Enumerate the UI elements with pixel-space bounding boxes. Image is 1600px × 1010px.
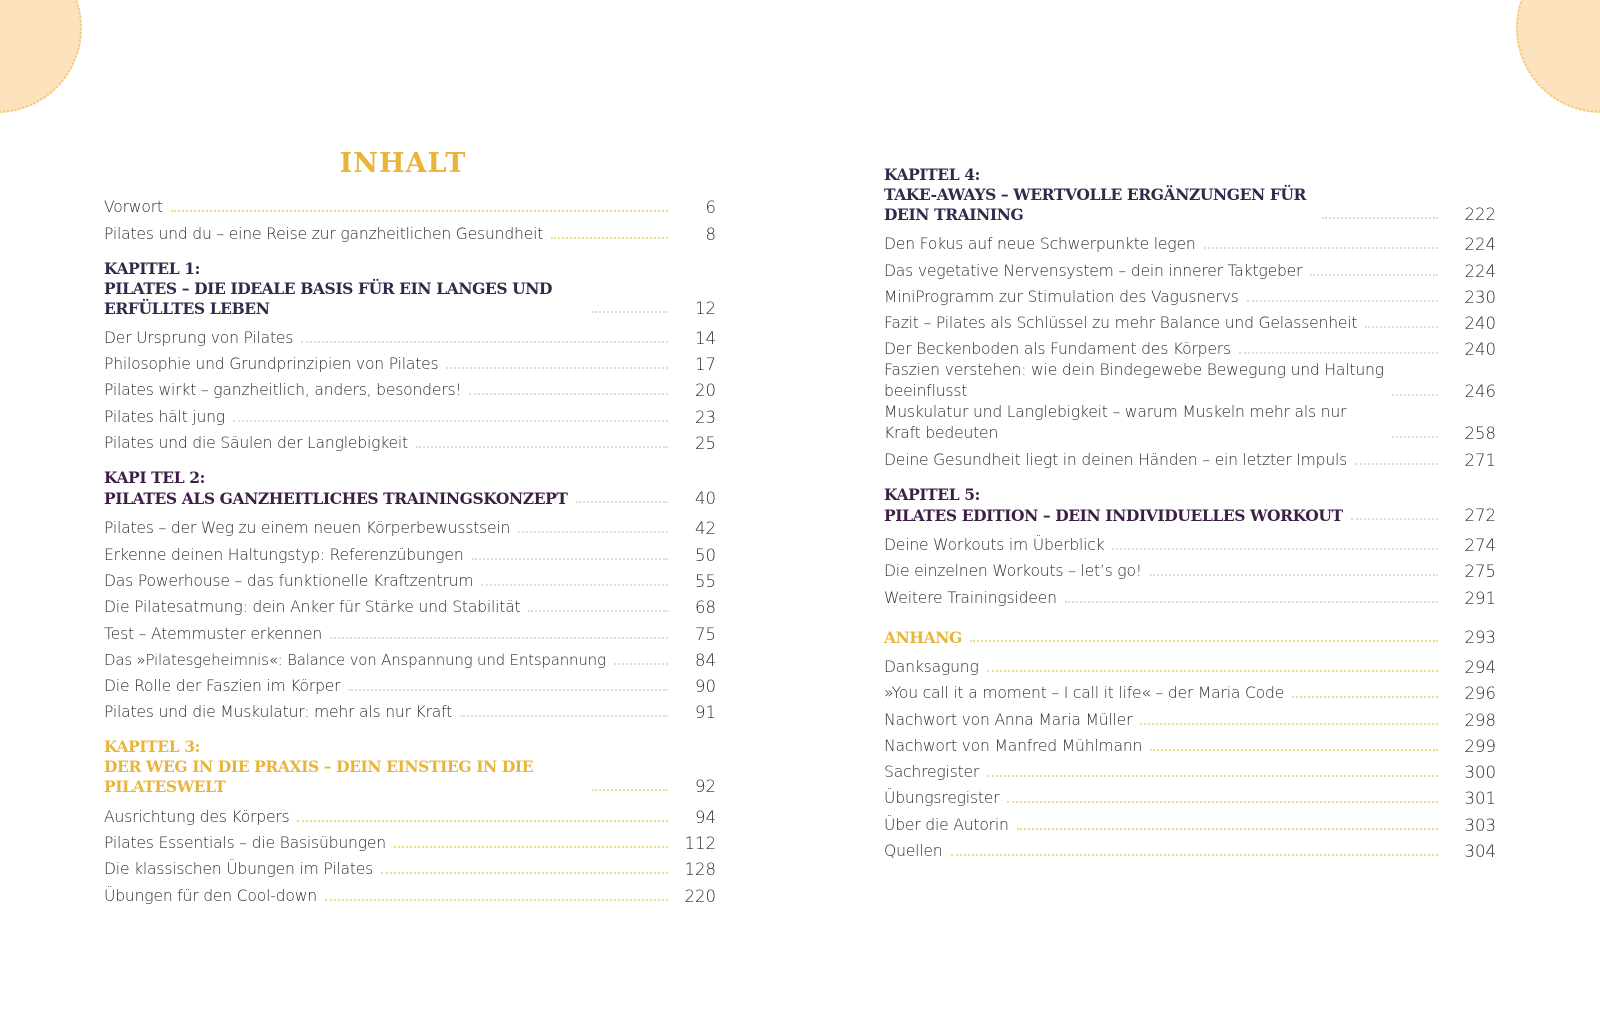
dot-leader — [528, 609, 668, 612]
entry-label: Der Ursprung von Pilates — [104, 328, 294, 347]
entry-label: Fazit – Pilates als Schlüssel zu mehr Balance und Gelassenheit — [884, 314, 1358, 333]
dot-leader — [1150, 573, 1438, 576]
page-number: 25 — [695, 434, 716, 454]
page-number: 274 — [1464, 536, 1496, 556]
dot-leader — [1322, 216, 1438, 219]
dot-leader — [551, 236, 668, 239]
appendix-heading-entry[interactable] — [884, 627, 1496, 648]
entry-label: Quellen — [884, 842, 943, 861]
page-number: 91 — [695, 703, 716, 723]
chapter-3 — [104, 737, 716, 797]
toc-entry[interactable] — [104, 401, 716, 427]
page-number: 246 — [1464, 382, 1496, 402]
page-number: 303 — [1464, 815, 1496, 835]
page-number: 291 — [1464, 588, 1496, 608]
appendix — [884, 627, 1496, 648]
entry-label: Den Fokus auf neue Schwerpunkte legen — [884, 235, 1196, 254]
entry-label: Pilates Essentials – die Basisübungen — [104, 834, 386, 853]
dot-leader — [1007, 800, 1438, 803]
entry-label: Faszien verstehen: wie dein Bindegewebe Bewegung und Haltung beeinflusst — [884, 361, 1384, 401]
toc-entry[interactable] — [884, 652, 1496, 678]
decorative-circle-right — [1516, 0, 1600, 113]
page-number: 23 — [695, 407, 716, 427]
toc-entry[interactable] — [104, 375, 716, 401]
chapter-1 — [104, 259, 716, 319]
entry-label: Pilates wirkt – ganzheitlich, anders, besonders! — [104, 381, 462, 400]
entry-label: Das »Pilatesgeheimnis«: Balance von Anspannung und Entspannung — [104, 650, 606, 669]
toc-entry[interactable] — [884, 704, 1496, 730]
page-number: 293 — [1464, 627, 1496, 647]
dot-leader — [233, 419, 668, 422]
entry-label: Test – Atemmuster erkennen — [104, 624, 323, 643]
entry-label: Über die Autorin — [884, 815, 1009, 834]
toc-entry[interactable] — [104, 192, 716, 218]
dot-leader — [1247, 299, 1438, 302]
entry-label: Deine Gesundheit liegt in deinen Händen – ein letzter Impuls — [884, 450, 1348, 469]
toc-entry[interactable] — [104, 828, 716, 854]
toc-entry[interactable] — [104, 618, 716, 644]
page-number: 294 — [1464, 657, 1496, 677]
toc-entry[interactable] — [104, 645, 716, 671]
dot-leader — [614, 662, 668, 665]
entry-label: Der Beckenboden als Fundament des Körpers — [884, 340, 1231, 359]
page-number: 92 — [695, 777, 716, 797]
dot-leader — [416, 445, 668, 448]
dot-leader — [1112, 547, 1438, 550]
page-number: 17 — [695, 355, 716, 375]
appendix-heading: ANHANG — [884, 627, 962, 647]
page-number: 298 — [1464, 710, 1496, 730]
dot-leader — [592, 310, 668, 313]
entry-label: Pilates und die Säulen der Langlebigkeit — [104, 434, 408, 453]
page-number: 6 — [705, 198, 716, 218]
chapter-2 — [104, 468, 716, 509]
dot-leader — [330, 636, 668, 639]
decorative-circle-left — [0, 0, 82, 113]
dot-leader — [592, 788, 668, 791]
entry-label: Nachwort von Manfred Mühlmann — [884, 736, 1143, 755]
dot-leader — [472, 557, 668, 560]
chapter-heading-entry[interactable] — [104, 279, 716, 319]
page-number: 128 — [684, 860, 716, 880]
toc-entry[interactable] — [884, 229, 1496, 255]
toc-entry[interactable] — [884, 678, 1496, 704]
page-number: 84 — [695, 650, 716, 670]
entry-label: Vorwort — [104, 198, 163, 217]
chapter-5 — [884, 485, 1496, 526]
chapter-number: KAPITEL 3: — [104, 737, 200, 757]
page-number: 300 — [1464, 763, 1496, 783]
page-number: 271 — [1464, 450, 1496, 470]
chapter-heading: DER WEG IN DIE PRAXIS – DEIN EINSTIEG IN DIE PILATESWELT — [104, 757, 534, 797]
entry-label: Danksagung — [884, 657, 979, 676]
dot-leader — [460, 714, 668, 717]
dot-leader — [1392, 393, 1438, 396]
toc-entry[interactable] — [104, 880, 716, 906]
entry-label: Die klassischen Übungen im Pilates — [104, 860, 374, 879]
page-number: 240 — [1464, 340, 1496, 360]
dot-leader — [446, 366, 668, 369]
toc-entry[interactable] — [884, 809, 1496, 835]
toc-entry[interactable] — [884, 530, 1496, 556]
dot-leader — [481, 583, 668, 586]
dot-leader — [1351, 517, 1438, 520]
toc-entry[interactable] — [884, 783, 1496, 809]
chapter-heading-entry[interactable] — [884, 505, 1496, 526]
page-number: 112 — [684, 834, 716, 854]
toc-entry[interactable] — [884, 282, 1496, 308]
page-title: INHALT — [339, 148, 467, 179]
page-number: 42 — [695, 519, 716, 539]
dot-leader — [1204, 246, 1438, 249]
page-number: 272 — [1464, 505, 1496, 525]
chapter-heading-entry[interactable] — [884, 185, 1496, 225]
page-number: 220 — [684, 886, 716, 906]
entry-label: Übungsregister — [884, 789, 1000, 808]
dot-leader — [987, 774, 1438, 777]
chapter-heading: PILATES – DIE IDEALE BASIS FÜR EIN LANGES UND ERFÜLLTES LEBEN — [104, 278, 553, 318]
dot-leader — [1310, 273, 1438, 276]
page-number: 8 — [705, 224, 716, 244]
dot-leader — [1365, 325, 1438, 328]
page-number: 296 — [1464, 684, 1496, 704]
toc-entry[interactable] — [104, 539, 716, 565]
entry-label: Pilates – der Weg zu einem neuen Körperbewusstsein — [104, 519, 511, 538]
page-number: 55 — [695, 571, 716, 591]
page-number: 299 — [1464, 736, 1496, 756]
dot-leader — [987, 669, 1438, 672]
toc-entry[interactable] — [884, 444, 1496, 470]
dot-leader — [469, 392, 668, 395]
dot-leader — [381, 871, 668, 874]
toc-entry[interactable] — [884, 402, 1496, 444]
entry-label: Die einzelnen Workouts – let’s go! — [884, 562, 1142, 581]
dot-leader — [1140, 722, 1438, 725]
page-number: 68 — [695, 598, 716, 618]
toc-entry[interactable] — [884, 334, 1496, 360]
page-number: 50 — [695, 545, 716, 565]
entry-label: Die Pilatesatmung: dein Anker für Stärke und Stabilität — [104, 598, 521, 617]
chapter-heading-entry[interactable] — [104, 757, 716, 797]
toc-entry[interactable] — [884, 757, 1496, 783]
page-number: 94 — [695, 807, 716, 827]
dot-leader — [325, 898, 668, 901]
toc-entry[interactable] — [104, 592, 716, 618]
entry-label: Übungen für den Cool-down — [104, 886, 317, 905]
entry-label: Philosophie und Grundprinzipien von Pilates — [104, 355, 439, 374]
toc-entry[interactable] — [104, 349, 716, 375]
entry-label: Erkenne deinen Haltungstyp: Referenzübungen — [104, 545, 464, 564]
chapter-4 — [884, 165, 1496, 225]
entry-label: »You call it a moment – I call it life« – der Maria Code — [884, 684, 1285, 703]
toc-entry[interactable] — [104, 323, 716, 349]
chapter-number: KAPITEL 5: — [884, 484, 980, 504]
entry-label: Weitere Trainingsideen — [884, 588, 1057, 607]
toc-entry[interactable] — [884, 308, 1496, 334]
dot-leader — [301, 340, 668, 343]
page-number: 20 — [695, 381, 716, 401]
page-number: 304 — [1464, 842, 1496, 862]
toc-entry[interactable] — [884, 836, 1496, 862]
toc-entry[interactable] — [104, 428, 716, 454]
page-number: 14 — [695, 328, 716, 348]
chapter-heading: PILATES ALS GANZHEITLICHES TRAININGSKONZEPT — [104, 489, 568, 509]
page-number: 275 — [1464, 562, 1496, 582]
toc-right-column — [884, 165, 1496, 862]
page-number: 258 — [1464, 424, 1496, 444]
chapter-heading: PILATES EDITION – DEIN INDIVIDUELLES WORKOUT — [884, 505, 1343, 525]
dot-leader — [1017, 827, 1438, 830]
dot-leader — [1065, 600, 1438, 603]
chapter-number: KAPITEL 1: — [104, 258, 200, 278]
dot-leader — [970, 639, 1438, 642]
page-number: 222 — [1464, 205, 1496, 224]
entry-label: Pilates und die Muskulatur: mehr als nur Kraft — [104, 703, 453, 722]
toc-entry[interactable] — [884, 360, 1496, 402]
page-number: 90 — [695, 677, 716, 697]
dot-leader — [394, 845, 668, 848]
page-number: 75 — [695, 624, 716, 644]
page-number: 40 — [695, 489, 716, 509]
toc-entry[interactable] — [884, 556, 1496, 582]
entry-label: Sachregister — [884, 763, 980, 782]
entry-label: Nachwort von Anna Maria Müller — [884, 710, 1133, 729]
entry-label: Pilates und du – eine Reise zur ganzheitlichen Gesundheit — [104, 224, 544, 243]
chapter-heading-entry[interactable] — [104, 488, 716, 509]
entry-label: Pilates hält jung — [104, 407, 225, 426]
toc-entry[interactable] — [104, 566, 716, 592]
dot-leader — [1355, 462, 1438, 465]
entry-label: Muskulatur und Langlebigkeit – warum Muskeln mehr als nur Kraft bedeuten — [884, 403, 1347, 443]
entry-label: Das Powerhouse – das funktionelle Kraftzentrum — [104, 571, 474, 590]
toc-left-column — [104, 148, 716, 907]
chapter-number: KAPITEL 4: — [884, 165, 980, 184]
dot-leader — [1392, 435, 1438, 438]
dot-leader — [1150, 748, 1438, 751]
entry-label: Die Rolle der Faszien im Körper — [104, 677, 341, 696]
dot-leader — [348, 688, 668, 691]
chapter-heading: TAKE-AWAYS – WERTVOLLE ERGÄNZUNGEN FÜR DEIN TRAINING — [884, 185, 1307, 224]
chapter-number: KAPI TEL 2: — [104, 468, 205, 488]
toc-entry[interactable] — [104, 671, 716, 697]
entry-label: Ausrichtung des Körpers — [104, 807, 290, 826]
page-number: 224 — [1464, 235, 1496, 255]
toc-entry[interactable] — [104, 218, 716, 244]
page-number: 230 — [1464, 287, 1496, 307]
entry-label: MiniProgramm zur Stimulation des Vagusnervs — [884, 287, 1239, 306]
dot-leader — [171, 209, 668, 212]
toc-entry[interactable] — [884, 582, 1496, 608]
dot-leader — [951, 853, 1439, 856]
dot-leader — [1292, 695, 1438, 698]
toc-entry[interactable] — [104, 854, 716, 880]
dot-leader — [1239, 351, 1438, 354]
toc-entry[interactable] — [884, 731, 1496, 757]
toc-entry[interactable] — [104, 697, 716, 723]
dot-leader — [576, 500, 668, 503]
entry-label: Deine Workouts im Überblick — [884, 536, 1105, 555]
toc-entry[interactable] — [104, 513, 716, 539]
page-number: 12 — [695, 298, 716, 318]
dot-leader — [297, 819, 668, 822]
page-number: 301 — [1464, 789, 1496, 809]
toc-entry[interactable] — [884, 255, 1496, 281]
dot-leader — [518, 530, 668, 533]
page-number: 240 — [1464, 314, 1496, 334]
entry-label: Das vegetative Nervensystem – dein innerer Taktgeber — [884, 261, 1303, 280]
page-number: 224 — [1464, 261, 1496, 281]
toc-entry[interactable] — [104, 801, 716, 827]
